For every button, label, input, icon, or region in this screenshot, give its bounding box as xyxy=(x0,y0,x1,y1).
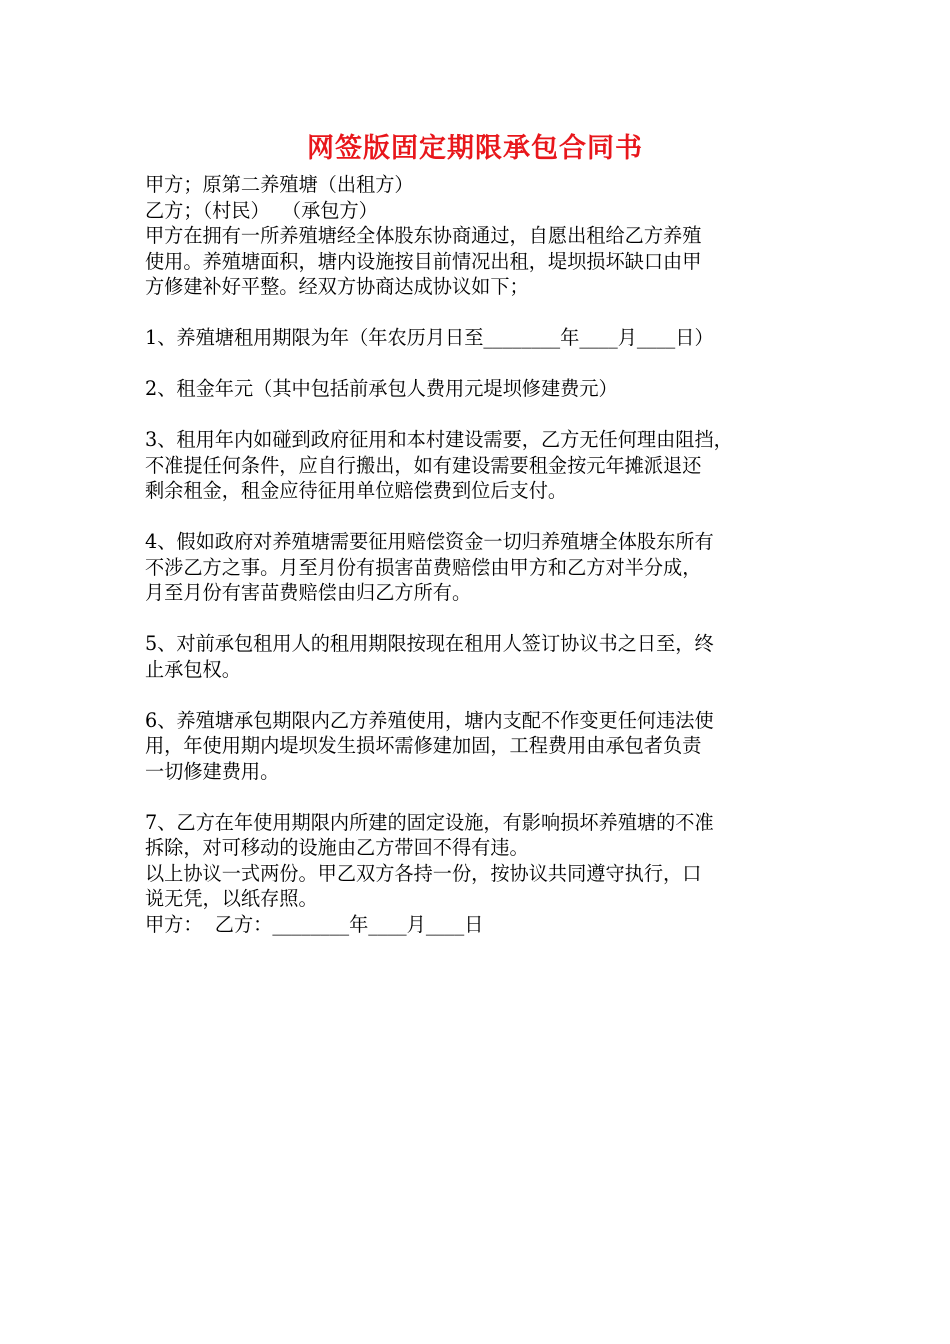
paragraph-gap xyxy=(145,784,815,810)
paragraph-gap xyxy=(145,351,815,377)
text-line: 拆除，对可移动的设施由乙方带回不得有违。 xyxy=(145,836,529,859)
text-line: 止承包权。 xyxy=(145,657,241,681)
text-line: 以上协议一式两份。甲乙双方各持一份，按协议共同遵守执行，口 xyxy=(145,861,702,885)
text-line: 4、假如政府对养殖塘需要征用赔偿资金一切归养殖塘全体股东所有 xyxy=(145,530,714,553)
paragraph-gap xyxy=(145,606,815,632)
text-line: 甲方在拥有一所养殖塘经全体股东协商通过，自愿出租给乙方养殖 xyxy=(145,224,702,247)
text-line: 6、养殖塘承包期限内乙方养殖使用，塘内支配不作变更任何违法使 xyxy=(145,708,714,732)
text-line: 甲方；原第二养殖塘（出租方） xyxy=(145,173,414,196)
paragraph-gap xyxy=(145,504,815,530)
text-line: 3、租用年内如碰到政府征用和本村建设需要，乙方无任何理由阻挡， xyxy=(145,428,733,451)
text-line: 7、乙方在年使用期限内所建的固定设施，有影响损坏养殖塘的不准 xyxy=(145,810,714,834)
text-line: 5、对前承包租用人的租用期限按现在租用人签订协议书之日至，终 xyxy=(145,632,714,655)
text-line: 2、租金年元（其中包括前承包人费用元堤坝修建费元） xyxy=(145,377,618,400)
text-line: 不涉乙方之事。月至月份有损害苗费赔偿由甲方和乙方对半分成， xyxy=(145,555,702,579)
paragraph-gap xyxy=(145,300,815,326)
text-line: 使用。养殖塘面积，塘内设施按目前情况出租，堤坝损坏缺口由甲 xyxy=(145,249,702,273)
text-line: 一切修建费用。 xyxy=(145,759,280,783)
document-title: 网签版固定期限承包合同书 xyxy=(307,133,643,164)
text-line: 剩余租金，租金应待征用单位赔偿费到位后支付。 xyxy=(145,479,568,502)
document-body xyxy=(145,172,815,937)
text-line: 月至月份有害苗费赔偿由归乙方所有。 xyxy=(145,581,472,604)
text-line: 用，年使用期内堤坝发生损坏需修建加固，工程费用由承包者负责 xyxy=(145,734,702,757)
text-line: 1、养殖塘租用期限为年（年农历月日至________年____月____日） xyxy=(145,326,714,349)
text-line: 不准提任何条件，应自行搬出，如有建设需要租金按元年摊派退还 xyxy=(145,453,702,477)
text-line: 说无凭，以纸存照。 xyxy=(145,887,318,910)
text-line: 乙方；（村民） （承包方） xyxy=(145,198,378,222)
text-line: 甲方： 乙方：________年____月____日 xyxy=(145,912,484,936)
paragraph-gap xyxy=(145,682,815,708)
paragraph-gap xyxy=(145,402,815,428)
text-line: 方修建补好平整。经双方协商达成协议如下； xyxy=(145,275,529,298)
